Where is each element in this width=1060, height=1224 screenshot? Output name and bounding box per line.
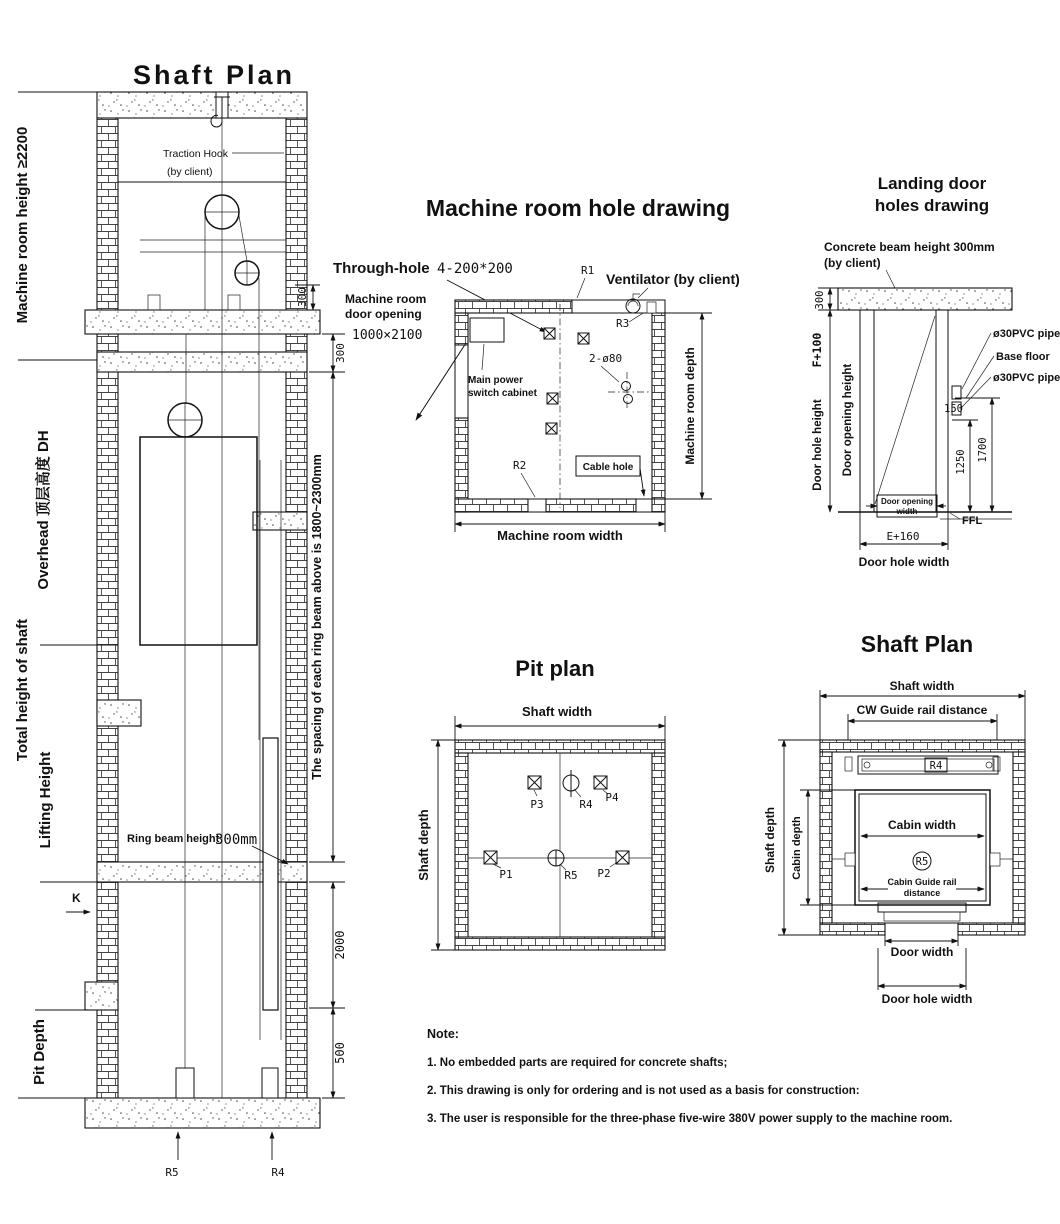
ventilator-label: Ventilator (by client): [606, 271, 740, 287]
main-power-cabinet: [470, 318, 504, 342]
notes-heading: Note:: [427, 1027, 459, 1041]
r1-label: R1: [581, 264, 595, 277]
pvc-pipe-top-icon: [952, 386, 961, 399]
sp-shaft-depth-label: Shaft depth: [763, 807, 777, 873]
concrete-beam-line2: (by client): [824, 256, 881, 270]
ring-spacing-label: The spacing of each ring beam above is 1800~2300mm: [310, 454, 324, 780]
e160-label: E+160: [886, 530, 920, 543]
hole-80-b: [624, 395, 633, 404]
cable-hole-gap: [636, 499, 652, 512]
traction-hook-sub-label: (by client): [167, 166, 213, 178]
through-holes: [544, 328, 589, 434]
left-ring-beam: [97, 700, 141, 726]
concrete-beam: [838, 288, 1012, 310]
overhead-label: Overhead 顶层高度 DH: [35, 430, 52, 590]
mr-door-opening-line1: Machine room: [345, 292, 427, 306]
right-shaft-wall: [286, 118, 307, 1098]
machine-room-door-gap: [455, 345, 468, 418]
sp-door: [878, 903, 966, 935]
p1-label: P1: [499, 868, 513, 881]
counterweight: [263, 738, 278, 1010]
shaft-elevation-title: Shaft Plan: [132, 60, 296, 90]
note-item-2: 2. This drawing is only for ordering and is not used as a basis for construction:: [427, 1085, 860, 1097]
ring-beam-label: Ring beam height: [127, 833, 220, 845]
shaft-plan-drawing: [763, 631, 1025, 1006]
pit-fixtures: [484, 770, 629, 866]
pit-shaft-width-label: Shaft width: [521, 704, 593, 719]
dim-150: 150: [944, 403, 963, 415]
r4-label: R4: [271, 1166, 285, 1179]
pit-plan-drawing: [416, 656, 665, 950]
sp-left-dims: [778, 740, 855, 935]
upper-ring-beam: [97, 352, 307, 372]
car-buffer: [176, 1068, 194, 1098]
sp-door-hole-width-label: Door hole width: [881, 992, 973, 1006]
dim-500: 500: [333, 1042, 347, 1064]
k-marker-label: K: [72, 891, 81, 905]
pit-plan-title: Pit plan: [515, 656, 595, 681]
machine-room-title: Machine room hole drawing: [425, 195, 731, 221]
dim-1700: 1700: [977, 437, 989, 463]
ring-beam-value: 300mm: [215, 832, 258, 848]
pit-r5-label: R5: [564, 869, 578, 882]
door-width-label: Door width: [890, 945, 954, 959]
pit-floor-slab: [85, 1098, 320, 1128]
dim-1250: 1250: [955, 449, 967, 475]
door-opening-width-line2: width: [896, 507, 918, 516]
cw-buffer: [262, 1068, 278, 1098]
door-frame: [860, 310, 948, 512]
sp-counterweight: [845, 756, 1000, 774]
sp-door-dims: [878, 935, 966, 990]
landing-title-line2: holes drawing: [874, 196, 990, 215]
shaft-plan-title: Shaft Plan: [860, 631, 974, 657]
machine-room-hole-drawing: [333, 195, 740, 543]
traction-hook-label: Traction Hook: [163, 148, 228, 160]
door-panel-diagonal: [875, 316, 935, 504]
pvc-pipe-top-label: ø30PVC pipe: [993, 328, 1060, 340]
base-floor-label: Base floor: [996, 351, 1050, 363]
landing-dim-300: 300: [814, 290, 826, 310]
left-shaft-wall: [97, 118, 118, 1098]
through-hole-value: 4-200*200: [437, 261, 513, 277]
landing-door-hole-width-label: Door hole width: [858, 555, 950, 569]
machine-room-floor-slab: [85, 310, 320, 334]
ffl-label: FFL: [962, 515, 983, 527]
pit-wall-step: [85, 982, 118, 1010]
sp-r5-label: R5: [915, 856, 929, 868]
top-slab: [97, 92, 307, 118]
note-item-1: 1. No embedded parts are required for concrete shafts;: [427, 1057, 728, 1069]
dim-2000: 2000: [333, 930, 347, 960]
door-hole-height-label: Door hole height: [812, 399, 824, 491]
door-opening-width-line1: Door opening: [881, 497, 933, 506]
r5-label: R5: [165, 1166, 179, 1179]
cabin-guide-line1: Cabin Guide rail: [887, 877, 957, 887]
car-cabin: [140, 437, 257, 645]
concrete-beam-line1: Concrete beam height 300mm: [824, 240, 995, 254]
mr-door-opening-size: 1000×2100: [352, 328, 423, 343]
pit-top-dim: [455, 716, 665, 740]
sp-shaft-width-label: Shaft width: [889, 679, 955, 693]
machine-room-depth-label: Machine room depth: [683, 347, 697, 465]
r3-label: R3: [616, 317, 630, 330]
r2-label: R2: [513, 459, 527, 472]
door-opening-height-label: Door opening height: [842, 363, 854, 477]
cabin-depth-label: Cabin depth: [791, 816, 803, 880]
dim-300-mid: 300: [334, 343, 347, 363]
pit-depth-label: Pit Depth: [31, 1019, 48, 1085]
notes-block: [427, 1027, 952, 1125]
landing-title-line1: Landing door: [877, 174, 987, 193]
p2-label: P2: [597, 867, 611, 880]
main-power-line2: switch cabinet: [468, 388, 537, 399]
cw-guide-label: CW Guide rail distance: [856, 703, 988, 717]
mr-door-opening-line2: door opening: [345, 307, 422, 321]
main-power-line1: Main power: [468, 375, 524, 386]
p3-label: P3: [530, 798, 544, 811]
sp-r4-label: R4: [929, 760, 943, 772]
shaft-elevation-drawing: [14, 60, 347, 1179]
door-hole-height-value: F+100: [810, 332, 824, 368]
cable-hole-label: Cable hole: [582, 462, 634, 473]
hole-80-a: [622, 382, 631, 391]
machine-room-height-label: Machine room height ≥2200: [14, 126, 31, 324]
through-hole-label: Through-hole: [333, 260, 430, 277]
total-height-label: Total height of shaft: [14, 618, 31, 762]
machine-room-width-label: Machine room width: [497, 528, 623, 543]
pvc-pipe-bottom-label: ø30PVC pipe: [993, 372, 1060, 384]
lifting-height-label: Lifting Height: [37, 751, 54, 849]
p4-label: P4: [605, 791, 619, 804]
holes-2-80-label: 2-ø80: [589, 352, 623, 365]
cabin-guide-line2: distance: [903, 888, 941, 898]
dim-300-top: 300: [296, 287, 309, 307]
pit-shaft-depth-label: Shaft depth: [416, 809, 431, 881]
pit-r4-label: R4: [579, 798, 593, 811]
pit-left-dim: [431, 740, 455, 950]
note-item-3: 3. The user is responsible for the three-phase five-wire 380V power supply to the machine room.: [427, 1113, 953, 1125]
landing-door-holes-drawing: [810, 174, 1060, 569]
right-ring-beam: [253, 512, 307, 530]
cabin-width-label: Cabin width: [888, 818, 956, 832]
